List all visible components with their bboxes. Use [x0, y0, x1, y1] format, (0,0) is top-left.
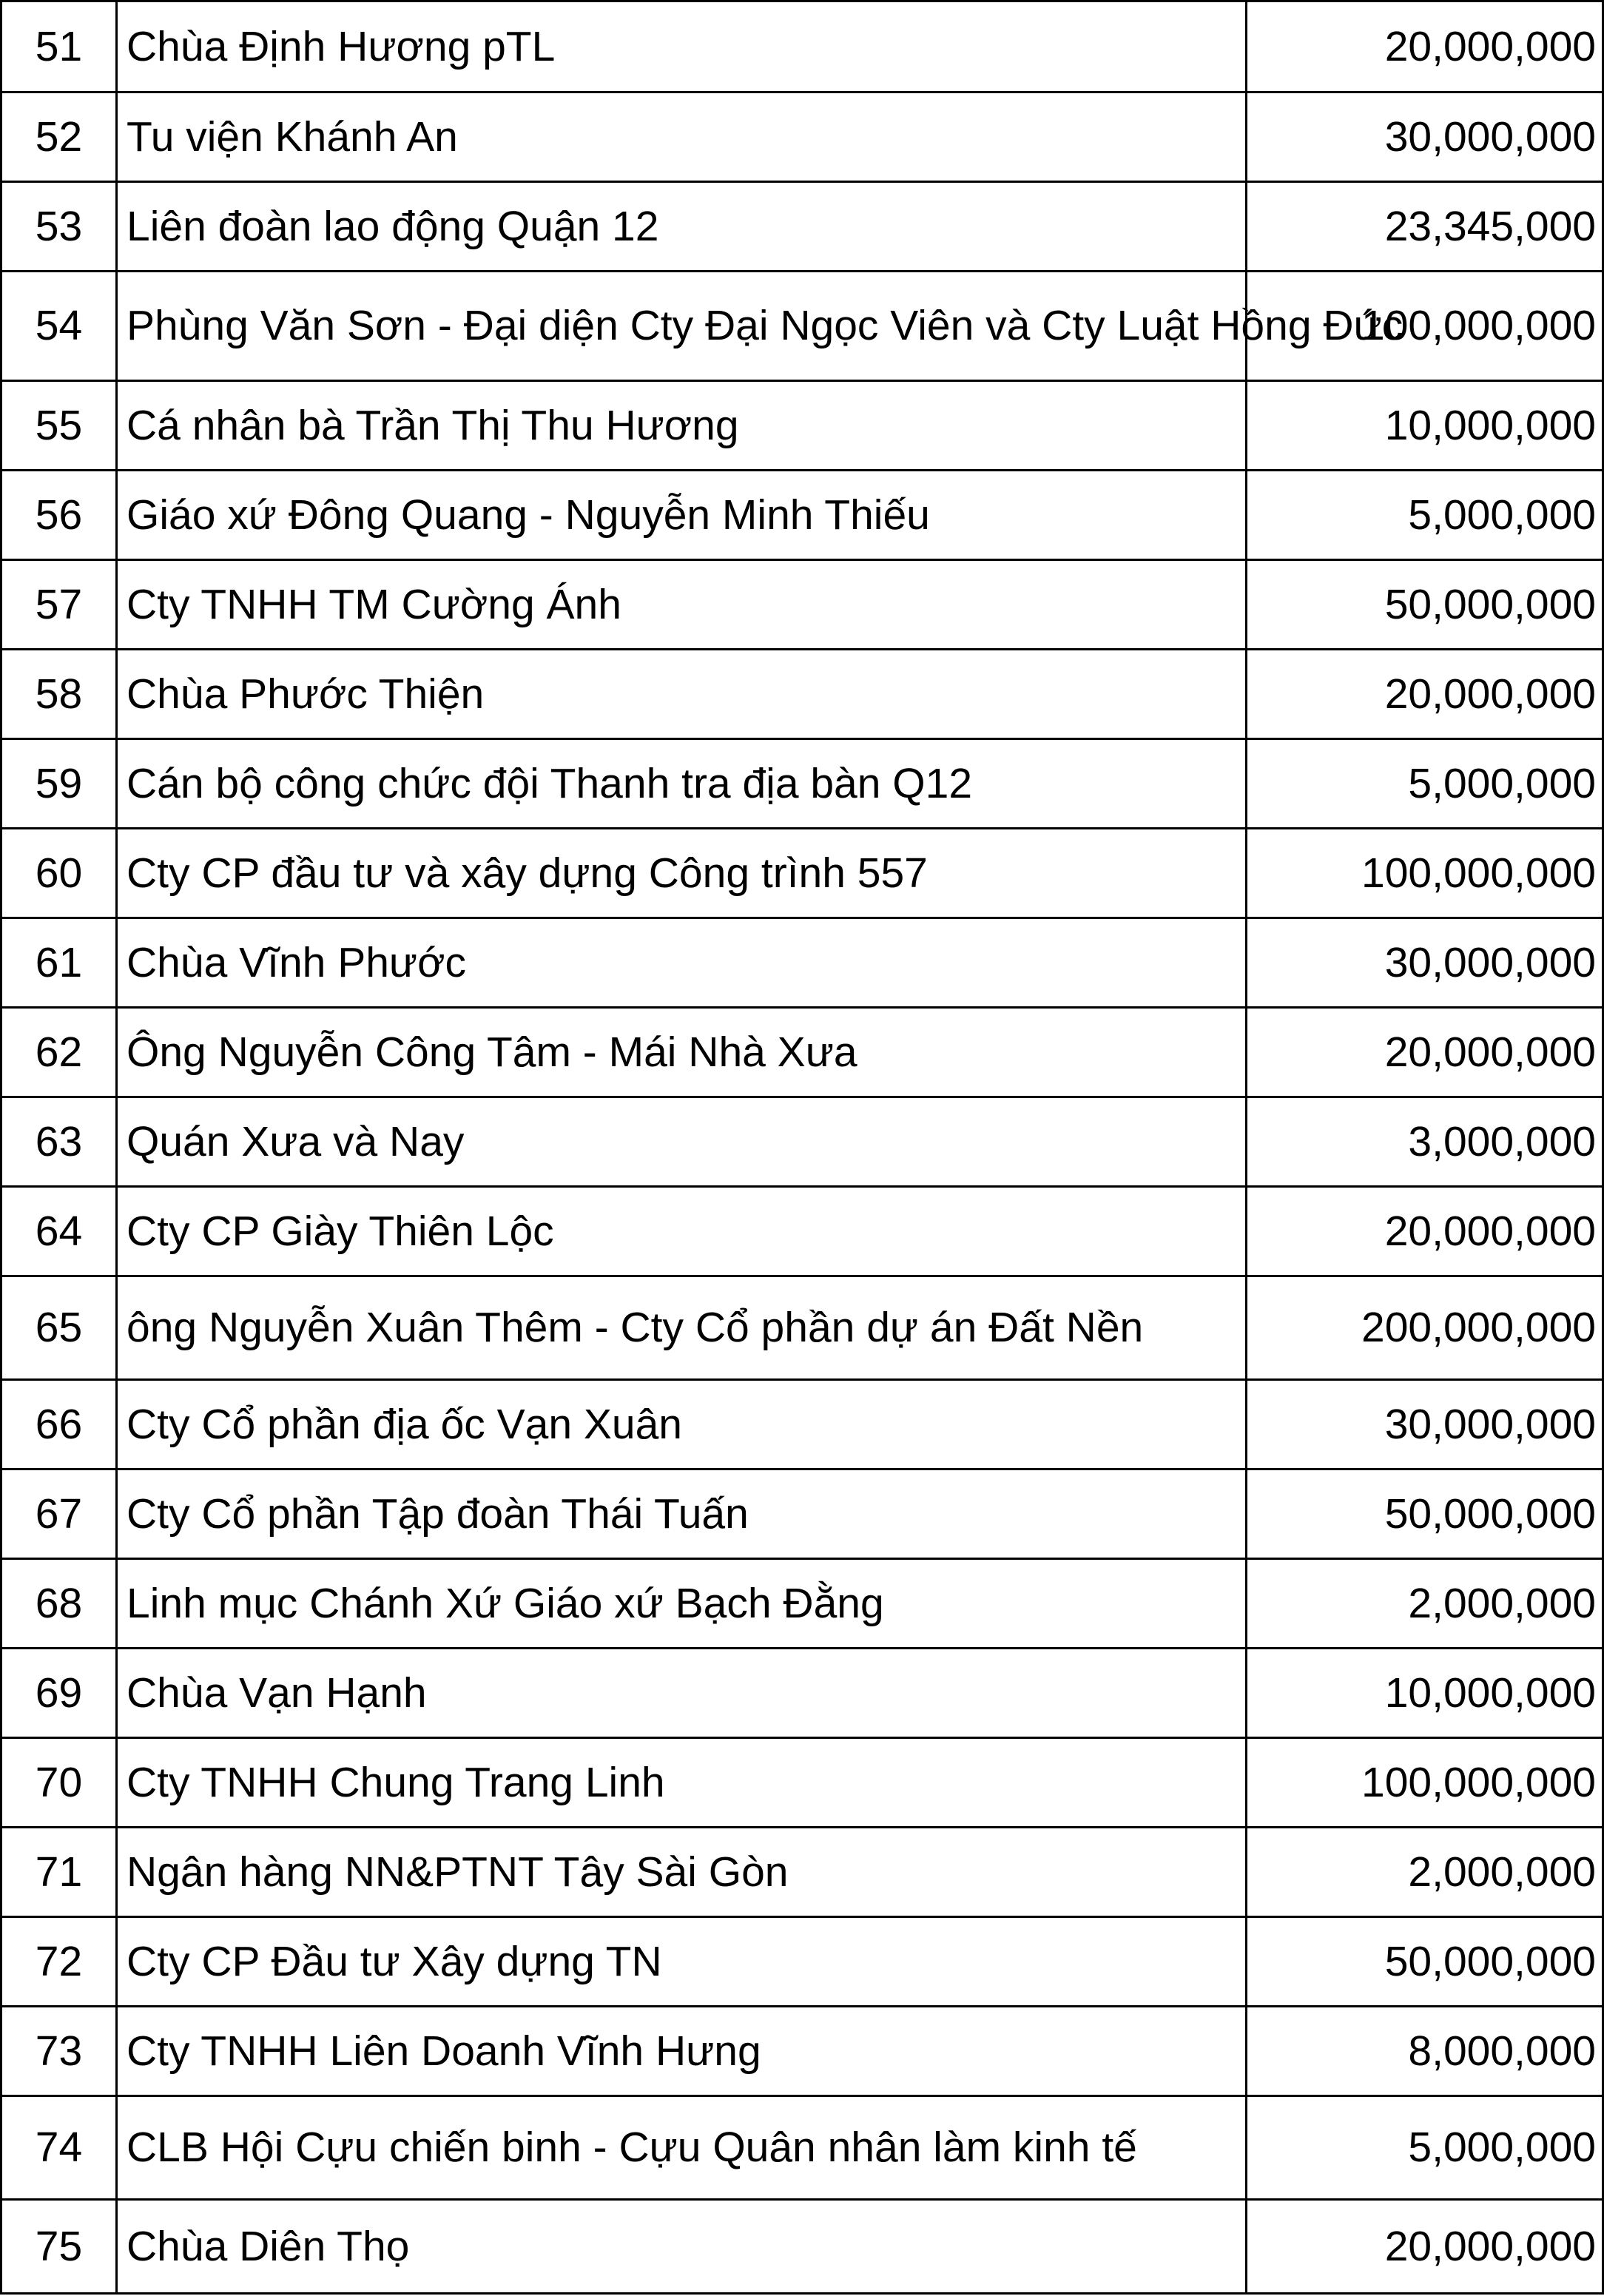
- donor-name: Cty TNHH Liên Doanh Vĩnh Hưng: [117, 2007, 1247, 2096]
- row-number: 68: [1, 1559, 117, 1649]
- donation-amount: 20,000,000: [1247, 1008, 1603, 1097]
- row-number: 67: [1, 1469, 117, 1559]
- row-number: 58: [1, 650, 117, 739]
- row-number: 69: [1, 1649, 117, 1738]
- table-row: [1, 1187, 1603, 1276]
- table-row: [1, 1, 1603, 92]
- donor-name: Chùa Vĩnh Phước: [117, 918, 1247, 1008]
- donation-amount: 20,000,000: [1247, 2200, 1603, 2294]
- donor-name: ông Nguyễn Xuân Thêm - Cty Cổ phần dự án Đất Nền: [117, 1276, 1247, 1380]
- table-row: [1, 1649, 1603, 1738]
- table-row: [1, 829, 1603, 918]
- donation-amount: 5,000,000: [1247, 2096, 1603, 2200]
- donor-name: Cty CP đầu tư và xây dựng Công trình 557: [117, 829, 1247, 918]
- donor-name: Cty CP Giày Thiên Lộc: [117, 1187, 1247, 1276]
- table-row: [1, 182, 1603, 272]
- row-number: 59: [1, 739, 117, 829]
- table-row: [1, 1380, 1603, 1469]
- donor-name: Cty TNHH TM Cường Ánh: [117, 560, 1247, 650]
- row-number: 56: [1, 471, 117, 560]
- row-number: 57: [1, 560, 117, 650]
- donor-name: Quán Xưa và Nay: [117, 1097, 1247, 1187]
- donation-amount: 100,000,000: [1247, 829, 1603, 918]
- table-row: [1, 739, 1603, 829]
- donor-name: Chùa Phước Thiện: [117, 650, 1247, 739]
- donor-name: Cá nhân bà Trần Thị Thu Hương: [117, 381, 1247, 471]
- table-row: [1, 560, 1603, 650]
- table-row: [1, 1008, 1603, 1097]
- row-number: 62: [1, 1008, 117, 1097]
- table-row: [1, 918, 1603, 1008]
- row-number: 60: [1, 829, 117, 918]
- table-row: [1, 1828, 1603, 1917]
- donation-amount: 100,000,000: [1247, 1738, 1603, 1828]
- donation-amount: 50,000,000: [1247, 1917, 1603, 2007]
- donation-amount: 30,000,000: [1247, 1380, 1603, 1469]
- row-number: 54: [1, 272, 117, 381]
- row-number: 72: [1, 1917, 117, 2007]
- row-number: 74: [1, 2096, 117, 2200]
- donation-amount: 2,000,000: [1247, 1828, 1603, 1917]
- row-number: 70: [1, 1738, 117, 1828]
- table-row: [1, 1469, 1603, 1559]
- row-number: 55: [1, 381, 117, 471]
- row-number: 71: [1, 1828, 117, 1917]
- table-row: [1, 272, 1603, 381]
- donor-name: Phùng Văn Sơn - Đại diện Cty Đại Ngọc Viên và Cty Luật Hồng Đức: [117, 272, 1247, 381]
- table-body: [1, 1, 1603, 2294]
- donor-name: Chùa Diên Thọ: [117, 2200, 1247, 2294]
- table-row: [1, 92, 1603, 182]
- row-number: 52: [1, 92, 117, 182]
- donation-amount: 50,000,000: [1247, 1469, 1603, 1559]
- donation-amount: 8,000,000: [1247, 2007, 1603, 2096]
- row-number: 64: [1, 1187, 117, 1276]
- donor-name: Cty Cổ phần địa ốc Vạn Xuân: [117, 1380, 1247, 1469]
- table-row: [1, 650, 1603, 739]
- table-row: [1, 1276, 1603, 1380]
- donor-name: Cán bộ công chức đội Thanh tra địa bàn Q12: [117, 739, 1247, 829]
- table-row: [1, 1917, 1603, 2007]
- row-number: 65: [1, 1276, 117, 1380]
- donation-amount: 50,000,000: [1247, 560, 1603, 650]
- donation-amount: 23,345,000: [1247, 182, 1603, 272]
- donation-amount: 100,000,000: [1247, 272, 1603, 381]
- donation-amount: 20,000,000: [1247, 1187, 1603, 1276]
- donation-amount: 20,000,000: [1247, 1, 1603, 92]
- donation-amount: 10,000,000: [1247, 381, 1603, 471]
- donor-name: Ông Nguyễn Công Tâm - Mái Nhà Xưa: [117, 1008, 1247, 1097]
- table-row: [1, 1559, 1603, 1649]
- donation-amount: 20,000,000: [1247, 650, 1603, 739]
- donation-amount: 5,000,000: [1247, 471, 1603, 560]
- row-number: 73: [1, 2007, 117, 2096]
- donation-amount: 5,000,000: [1247, 739, 1603, 829]
- row-number: 61: [1, 918, 117, 1008]
- donor-name: Cty TNHH Chung Trang Linh: [117, 1738, 1247, 1828]
- table-row: [1, 1738, 1603, 1828]
- table-row: [1, 2007, 1603, 2096]
- donor-name: CLB Hội Cựu chiến binh - Cựu Quân nhân làm kinh tế: [117, 2096, 1247, 2200]
- donation-amount: 10,000,000: [1247, 1649, 1603, 1738]
- donor-name: Linh mục Chánh Xứ Giáo xứ Bạch Đằng: [117, 1559, 1247, 1649]
- table-row: [1, 1097, 1603, 1187]
- row-number: 75: [1, 2200, 117, 2294]
- donation-amount: 30,000,000: [1247, 92, 1603, 182]
- table-row: [1, 471, 1603, 560]
- row-number: 66: [1, 1380, 117, 1469]
- table-row: [1, 381, 1603, 471]
- donor-name: Liên đoàn lao động Quận 12: [117, 182, 1247, 272]
- donation-amount: 2,000,000: [1247, 1559, 1603, 1649]
- donor-name: Chùa Vạn Hạnh: [117, 1649, 1247, 1738]
- row-number: 53: [1, 182, 117, 272]
- donation-amount: 30,000,000: [1247, 918, 1603, 1008]
- donor-name: Cty CP Đầu tư Xây dựng TN: [117, 1917, 1247, 2007]
- donor-name: Cty Cổ phần Tập đoàn Thái Tuấn: [117, 1469, 1247, 1559]
- table-row: [1, 2200, 1603, 2294]
- donation-amount: 3,000,000: [1247, 1097, 1603, 1187]
- donor-name: Tu viện Khánh An: [117, 92, 1247, 182]
- donor-name: Chùa Định Hương pTL: [117, 1, 1247, 92]
- table-row: [1, 2096, 1603, 2200]
- row-number: 63: [1, 1097, 117, 1187]
- donor-name: Giáo xứ Đông Quang - Nguyễn Minh Thiếu: [117, 471, 1247, 560]
- donor-name: Ngân hàng NN&PTNT Tây Sài Gòn: [117, 1828, 1247, 1917]
- row-number: 51: [1, 1, 117, 92]
- donation-amount: 200,000,000: [1247, 1276, 1603, 1380]
